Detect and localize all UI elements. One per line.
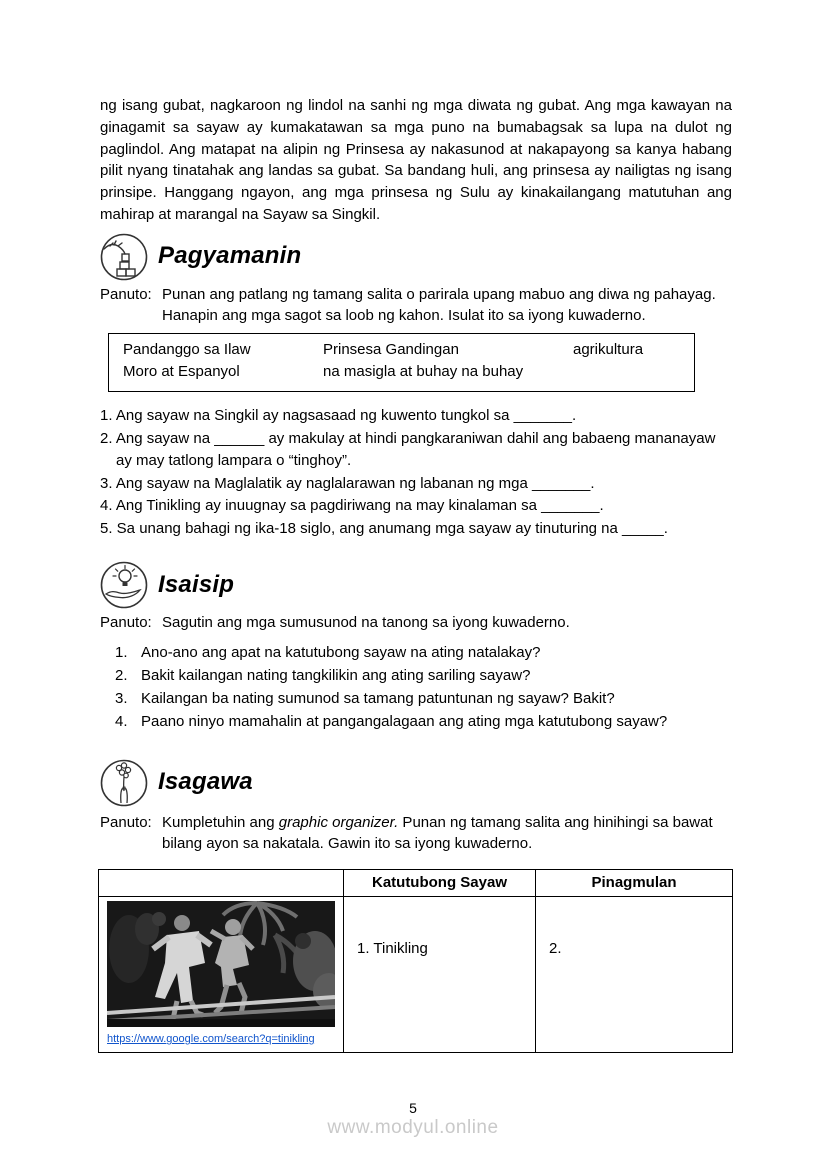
header-cell-image <box>99 870 344 897</box>
hand-holding-lightbulb-icon <box>100 561 148 609</box>
isagawa-instructions <box>100 812 732 856</box>
panuto-label: Panuto: <box>100 614 152 632</box>
table-row <box>99 897 733 1053</box>
question-text: Ano-ano ang apat na katutubong sayaw na ating natalakay? <box>141 643 541 661</box>
answer-word-box <box>108 333 695 392</box>
tinikling-image-cell <box>99 897 344 1053</box>
question-item <box>115 642 732 665</box>
panuto-text-pre: Kumpletuhin ang <box>162 813 279 831</box>
word-choice: agrikultura <box>573 341 644 358</box>
panuto-text-post: Punan ng tamang salita ang hinihingi sa bawat bilang ayon sa nakatala. Gawin ito sa iyong kuwaderno. <box>162 813 713 853</box>
panuto-text <box>162 812 732 856</box>
graphic-organizer-table <box>98 869 733 1053</box>
panuto-label: Panuto: <box>100 813 152 831</box>
question-number: 4. <box>115 712 128 730</box>
panuto-text: Punan ang patlang ng tamang salita o parirala upang mabuo ang diwa ng pahayag. Hanapin ang mga sagot sa loob ng kahon. Isulat ito sa iyong kuwaderno. <box>162 285 716 325</box>
fill-item-2: 2. Ang sayaw na ______ ay makulay at hindi pangkaraniwan dahil ang babaeng mananayaw ay may tatlong lampara o “tinghoy”. <box>100 429 716 470</box>
question-item <box>115 688 732 711</box>
word-choice: Prinsesa Gandingan <box>323 341 459 358</box>
fill-item-3: 3. Ang sayaw na Maglalatik ay naglalarawan ng labanan ng mga _______. <box>100 474 595 492</box>
header-cell-katutubong-sayaw: Katutubong Sayaw <box>344 870 536 897</box>
panuto-text: Sagutin ang mga sumusunod na tanong sa iyong kuwaderno. <box>162 614 570 632</box>
intro-paragraph: ng isang gubat, nagkaroon ng lindol na sanhi ng mga diwata ng gubat. Ang mga kawayan na ginagamit sa sayaw ay kumakatawan sa mga puno na bumabagsak sa lupa na dulot ng paglindol. Ang matapat na alipin ng Prinsesa ay nakasunod at nakapayong sa kanya habang pilit nyang tinatahak ang landas sa gubat. Sa bandang huli, ang prinsesa ay nailigtas ng isang prinsipe. Hanggang ngayon, ang mga prinsesa ng Sulu ay kinakailangang matutuhan ang mahirap at marangal na Sayaw sa Singkil. <box>100 97 732 223</box>
section-title-isagawa: Isagawa <box>158 768 253 796</box>
word-choice: na masigla at buhay na buhay <box>323 363 524 381</box>
cell-text: 1. Tinikling <box>357 940 428 958</box>
tinikling-photo <box>107 901 335 1027</box>
table-header-row <box>99 870 733 897</box>
word-box-row <box>123 339 694 361</box>
panuto-text-italic: graphic organizer. <box>278 813 399 831</box>
question-number: 3. <box>115 689 128 707</box>
isaisip-question-list <box>100 642 732 734</box>
question-number: 1. <box>115 643 128 661</box>
isaisip-instructions <box>100 612 732 634</box>
page-content <box>100 95 732 1053</box>
section-title-pagyamanin: Pagyamanin <box>158 242 302 270</box>
question-item <box>115 665 732 688</box>
header-cell-pinagmulan: Pinagmulan <box>536 870 733 897</box>
fill-item-1: 1. Ang sayaw na Singkil ay nagsasaad ng kuwento tungkol sa _______. <box>100 407 577 425</box>
pagyamanin-instructions <box>100 284 732 328</box>
fill-in-the-blank-list <box>100 405 732 540</box>
panuto-label: Panuto: <box>100 285 152 303</box>
word-choice <box>573 361 694 383</box>
pinagmulan-cell <box>536 897 733 1053</box>
section-header-pagyamanin <box>100 232 732 282</box>
watermark-url: www.modyul.online <box>327 1117 499 1138</box>
word-choice: Moro at Espanyol <box>123 363 240 381</box>
question-number: 2. <box>115 666 128 684</box>
fill-item-4: 4. Ang Tinikling ay inuugnay sa pagdiriwang na may kinalaman sa _______. <box>100 497 604 515</box>
katutubong-sayaw-cell <box>344 897 536 1053</box>
question-text: Kailangan ba nating sumunod sa tamang patuntunan ng sayaw? Bakit? <box>141 689 615 707</box>
page-number: 5 <box>409 1100 417 1116</box>
section-header-isaisip <box>100 560 732 610</box>
hand-holding-flowers-icon <box>100 759 148 807</box>
fill-item-5: 5. Sa unang bahagi ng ika-18 siglo, ang anumang mga sayaw ay tinuturing na _____. <box>100 519 668 537</box>
word-box-row <box>123 361 694 383</box>
hand-stacking-blocks-icon <box>100 233 148 281</box>
cell-text: 2. <box>549 940 562 958</box>
section-header-isagawa <box>100 758 732 808</box>
question-text: Paano ninyo mamahalin at pangangalagaan ang ating mga katutubong sayaw? <box>141 712 668 730</box>
word-choice: Pandanggo sa Ilaw <box>123 341 251 358</box>
tinikling-photo-link[interactable]: https://www.google.com/search?q=tinikling <box>107 1033 315 1046</box>
section-title-isaisip: Isaisip <box>158 570 235 598</box>
question-item <box>115 711 732 734</box>
question-text: Bakit kailangan nating tangkilikin ang ating sariling sayaw? <box>141 666 531 684</box>
